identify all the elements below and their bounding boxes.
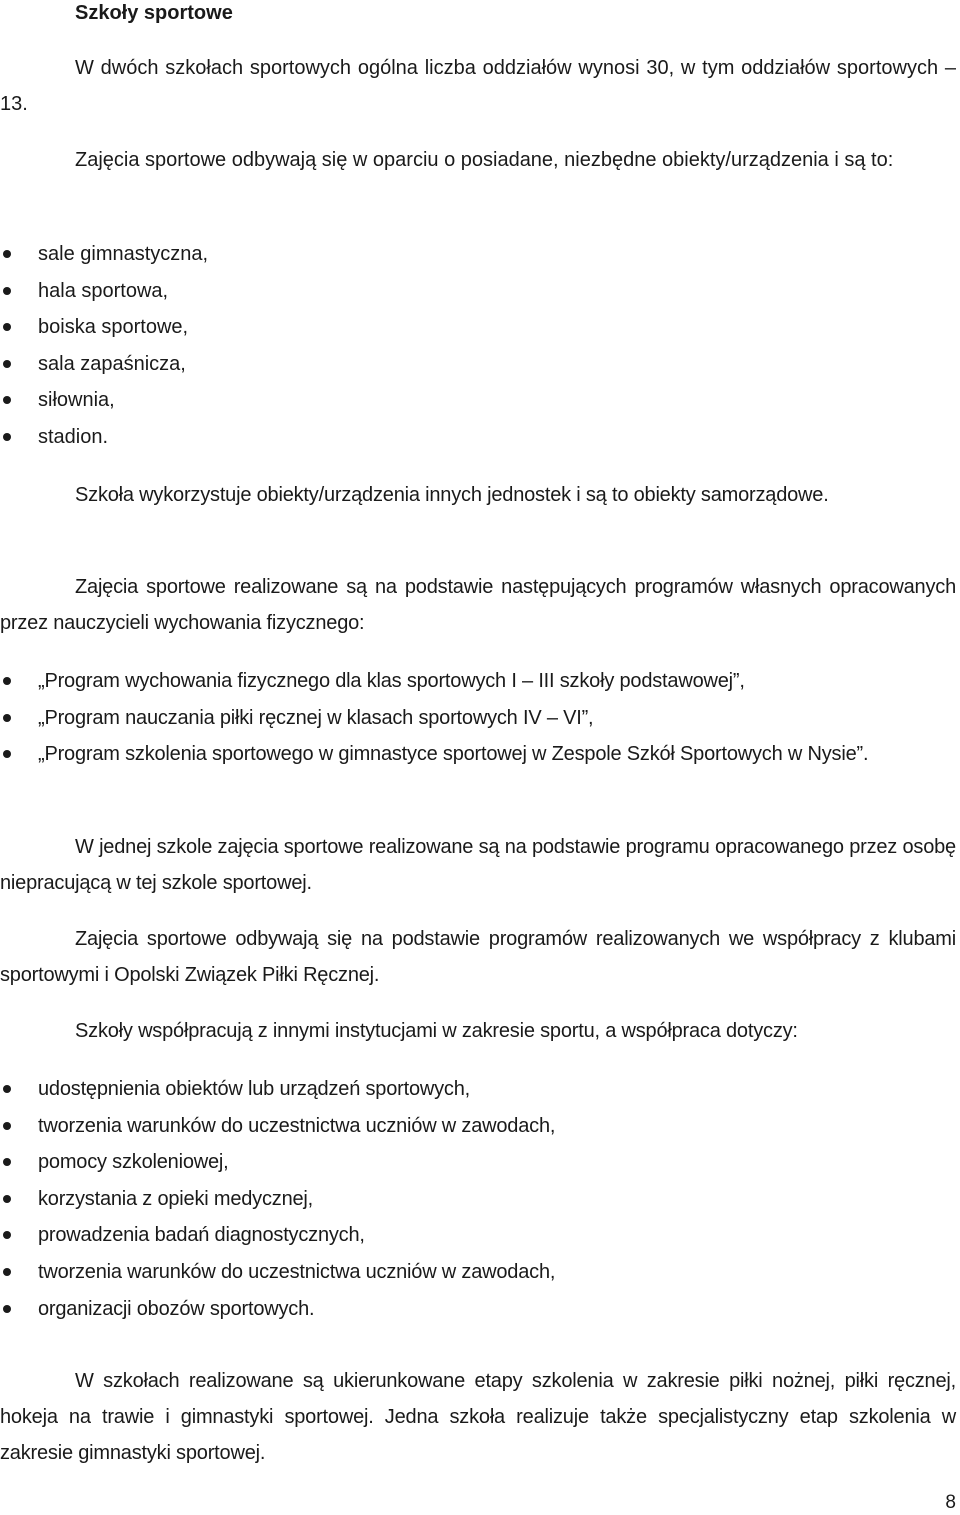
bullet-icon bbox=[3, 1122, 11, 1130]
list-item: siłownia, bbox=[0, 382, 956, 419]
list-item: stadion. bbox=[0, 419, 956, 456]
bullet-icon bbox=[3, 1085, 11, 1093]
list-item: „Program nauczania piłki ręcznej w klasach sportowych IV – VI”, bbox=[0, 700, 956, 737]
paragraph-club-cooperation: Zajęcia sportowe odbywają się na podstawie programów realizowanych we współpracy z klubami sportowymi i Opolski Związek Piłki Ręcznej. bbox=[0, 928, 956, 986]
bullet-icon bbox=[3, 750, 11, 758]
bullet-icon bbox=[3, 433, 11, 441]
bullet-icon bbox=[3, 1195, 11, 1203]
list-item: tworzenia warunków do uczestnictwa uczniów w zawodach, bbox=[0, 1254, 956, 1291]
paragraph-programs-intro: Zajęcia sportowe realizowane są na podstawie następujących programów własnych opracowanych przez nauczycieli wychowania fizycznego: bbox=[0, 576, 956, 634]
paragraph-cooperation-intro: Szkoły współpracują z innymi instytucjami w zakresie sportu, a współpraca dotyczy: bbox=[75, 1020, 798, 1042]
list-item: sala zapaśnicza, bbox=[0, 346, 956, 383]
list-item: sale gimnastyczna, bbox=[0, 236, 956, 273]
bullet-icon bbox=[3, 250, 11, 258]
section-heading: Szkoły sportowe bbox=[75, 2, 233, 24]
bullet-icon bbox=[3, 1158, 11, 1166]
list-item: udostępnienia obiektów lub urządzeń sportowych, bbox=[0, 1071, 956, 1108]
list-item: korzystania z opieki medycznej, bbox=[0, 1181, 956, 1218]
programs-list bbox=[0, 663, 956, 773]
bullet-icon bbox=[3, 287, 11, 295]
list-item: tworzenia warunków do uczestnictwa uczniów w zawodach, bbox=[0, 1108, 956, 1145]
bullet-icon bbox=[3, 323, 11, 331]
list-item: pomocy szkoleniowej, bbox=[0, 1144, 956, 1181]
bullet-icon bbox=[3, 677, 11, 685]
cooperation-list bbox=[0, 1071, 956, 1327]
paragraph-training-stages: W szkołach realizowane są ukierunkowane etapy szkolenia w zakresie piłki nożnej, piłki ręcznej, hokeja na trawie i gimnastyki sportowej. Jedna szkoła realizuje także specjalistyczny etap szkolenia w zakresie gimnastyki sportowej. bbox=[0, 1370, 956, 1464]
paragraph-facilities-intro: Zajęcia sportowe odbywają się w oparciu o posiadane, niezbędne obiekty/urządzenia i są to: bbox=[75, 149, 894, 171]
list-item: „Program szkolenia sportowego w gimnastyce sportowej w Zespole Szkół Sportowych w Nysie”. bbox=[0, 736, 956, 773]
bullet-icon bbox=[3, 1305, 11, 1313]
bullet-icon bbox=[3, 714, 11, 722]
bullet-icon bbox=[3, 396, 11, 404]
list-item: „Program wychowania fizycznego dla klas sportowych I – III szkoły podstawowej”, bbox=[0, 663, 956, 700]
facilities-list bbox=[0, 236, 956, 456]
bullet-icon bbox=[3, 1268, 11, 1276]
paragraph-external-facilities: Szkoła wykorzystuje obiekty/urządzenia innych jednostek i są to obiekty samorządowe. bbox=[75, 484, 829, 506]
list-item: organizacji obozów sportowych. bbox=[0, 1291, 956, 1328]
bullet-icon bbox=[3, 1231, 11, 1239]
list-item: prowadzenia badań diagnostycznych, bbox=[0, 1217, 956, 1254]
page-number: 8 bbox=[945, 1492, 956, 1513]
list-item: boiska sportowe, bbox=[0, 309, 956, 346]
list-item: hala sportowa, bbox=[0, 273, 956, 310]
paragraph-external-program: W jednej szkole zajęcia sportowe realizowane są na podstawie programu opracowanego przez osobę niepracującą w tej szkole sportowej. bbox=[0, 836, 956, 894]
bullet-icon bbox=[3, 360, 11, 368]
paragraph-class-count: W dwóch szkołach sportowych ogólna liczba oddziałów wynosi 30, w tym oddziałów sportowych – 13. bbox=[0, 57, 956, 115]
